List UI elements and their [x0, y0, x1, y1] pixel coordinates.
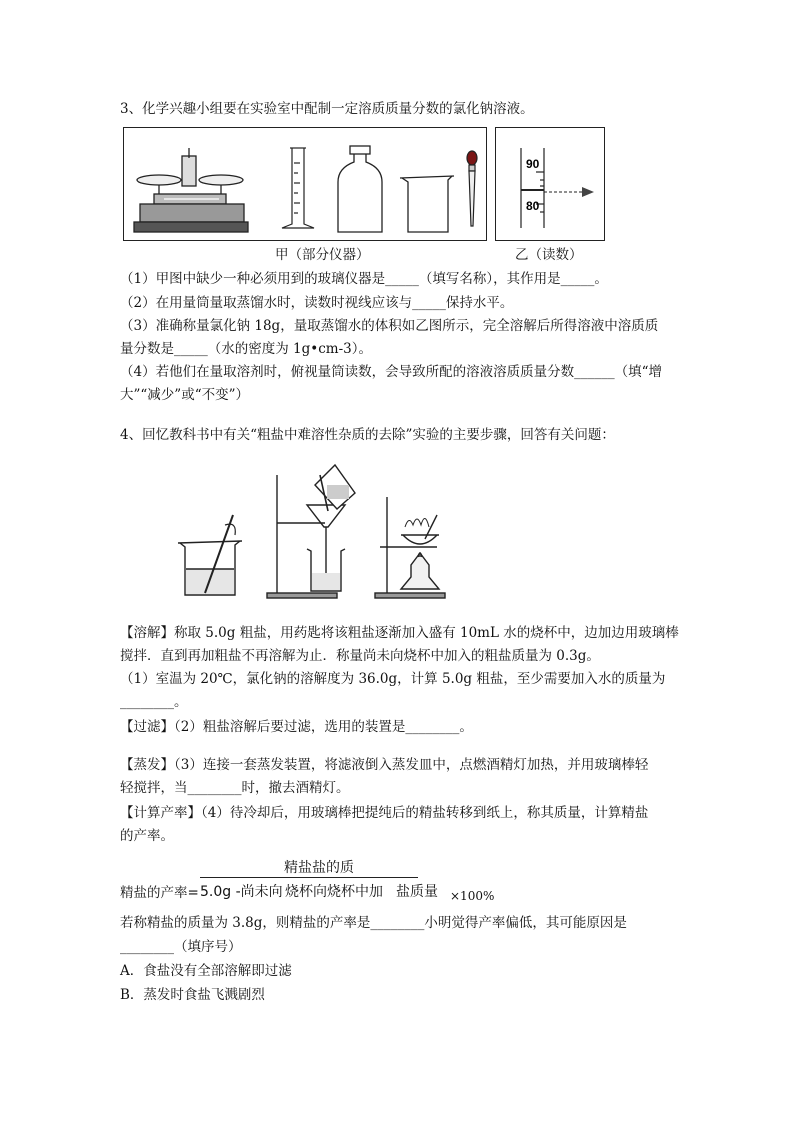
q3-part3-line2: 量分数是_____（水的密度为 1g•cm-3）。	[120, 341, 372, 357]
dropper-icon	[467, 151, 477, 226]
graduated-cylinder-icon	[282, 148, 314, 228]
reagent-bottle-icon	[338, 146, 382, 232]
filtration-setup-icon	[267, 465, 355, 598]
cylinder-scale-drawing	[496, 128, 604, 240]
figure-jia-caption: 甲（部分仪器）	[275, 247, 370, 263]
q3-part3-line1: （3）准确称量氯化钠 18g，量取蒸馏水的体积如乙图所示，完全溶解后所得溶液中溶质质	[120, 318, 659, 334]
q3-part4-line2: 大”“减少”或“不变”）	[120, 387, 250, 403]
formula-denominator-part3: 盐质量	[396, 884, 438, 900]
scale-label-90: 90	[526, 157, 540, 171]
formula-denominator-part2: 烧杯向烧杯中加	[285, 884, 383, 900]
figure-jia-apparatus	[123, 127, 487, 241]
formula-rhs: ×100%	[450, 889, 495, 903]
yield-line2: ________（填序号）	[120, 939, 242, 955]
dissolve-line1: 【溶解】称取 5.0g 粗盐，用药匙将该粗盐逐渐加入盛有 10mL 水的烧杯中，边加边用玻璃棒	[120, 625, 679, 641]
dissolve-line2: 搅拌．直到再加粗盐不再溶解为止．称量尚未向烧杯中加入的粗盐质量为 0.3g。	[120, 648, 600, 664]
calc-line2: 的产率。	[120, 828, 174, 844]
evaporation-setup-icon	[375, 497, 445, 598]
eye-icon	[582, 187, 594, 197]
evaporate-line1: 【蒸发】（3）连接一套蒸发装置，将滤液倒入蒸发皿中，点燃酒精灯加热，并用玻璃棒轻	[120, 757, 649, 773]
fraction-bar	[200, 877, 418, 878]
q4-part1-line1: （1）室温为 20℃，氯化钠的溶解度为 36.0g，计算 5.0g 粗盐，至少需要加入水的质量为	[120, 671, 666, 687]
scale-label-80: 80	[526, 199, 540, 213]
apparatus-drawing	[124, 128, 486, 240]
formula-numerator: 精盐盐的质	[284, 860, 354, 876]
q3-part1: （1）甲图中缺少一种必须用到的玻璃仪器是_____（填写名称），其作用是_____。	[120, 271, 608, 287]
q4-title: 4、回忆教科书中有关“粗盐中难溶性杂质的去除”实验的主要步骤，回答有关问题：	[120, 427, 615, 443]
filter-line: 【过滤】（2）粗盐溶解后要过滤，选用的装置是________。	[120, 719, 473, 735]
dissolving-beaker-icon	[178, 515, 242, 595]
q3-part4-line1: （4）若他们在量取溶剂时，俯视量筒读数，会导致所配的溶液溶质质量分数______（填“增	[120, 364, 662, 380]
salt-experiment-figures	[175, 465, 475, 600]
figure-yi-caption: 乙（读数）	[515, 247, 583, 263]
q3-title: 3、化学兴趣小组要在实验室中配制一定溶质质量分数的氯化钠溶液。	[120, 101, 534, 117]
option-a: A．食盐没有全部溶解即过滤	[120, 963, 292, 979]
formula-lhs: 精盐的产率=	[120, 885, 199, 901]
evaporate-line2: 轻搅拌，当________时，撤去酒精灯。	[120, 780, 350, 796]
formula-denominator-part1: 5.0g -尚未向	[200, 884, 283, 900]
calc-line1: 【计算产率】（4）待冷却后，用玻璃棒把提纯后的精盐转移到纸上，称其质量，计算精盐	[120, 805, 649, 821]
figure-yi-reading	[495, 127, 605, 241]
q3-part2: （2）在用量筒量取蒸馏水时，读数时视线应该与_____保持水平。	[120, 295, 514, 311]
option-b: B．蒸发时食盐飞溅剧烈	[120, 987, 265, 1003]
balance-icon	[134, 148, 248, 232]
q4-part1-line2: ________。	[120, 694, 188, 710]
beaker-icon	[400, 176, 454, 232]
yield-line1: 若称精盐的质量为 3.8g，则精盐的产率是________小明觉得产率偏低，其可能原因是	[120, 915, 627, 931]
